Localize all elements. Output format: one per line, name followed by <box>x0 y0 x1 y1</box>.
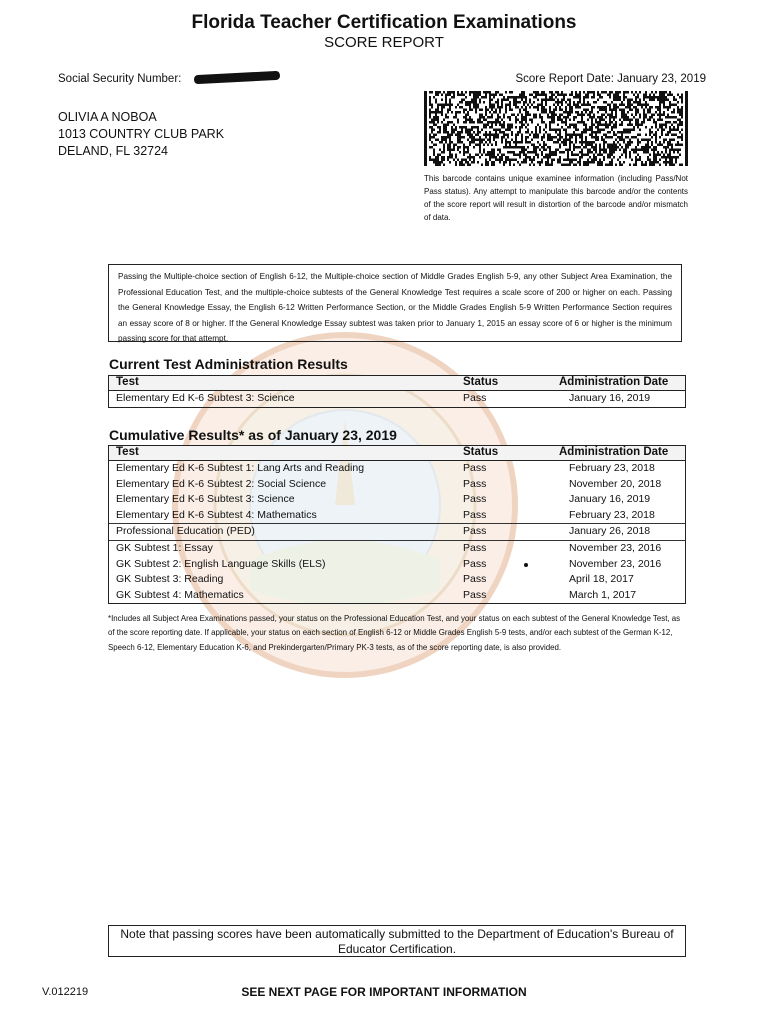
report-title: Florida Teacher Certification Examinations <box>191 12 577 33</box>
report-subtitle: SCORE REPORT <box>324 34 444 51</box>
address-city: DELAND, FL 32724 <box>58 144 169 158</box>
table-row <box>109 477 685 493</box>
row-date: January 16, 2019 <box>569 493 651 506</box>
passing-score-policy: Passing the Multiple-choice section of English 6-12, the Multiple-choice section of Middle Grades English 5-9, any other Subject Area Examination, the Professional Education Test, and the multiple-choice subtests of the General Knowledge Test requires a scale score of 200 or higher on each. Passing the General Knowledge Essay, the English 6-12 Written Performance Section, or the Middle Grades English 5-9 Written Performance Section requires an essay score of 8 or higher. If the General Knowledge Essay subtest was taken prior to January 1, 2015 an essay score of 6 or higher is the minimum passing score for that attempt. <box>108 264 682 342</box>
row-test: GK Subtest 2: English Language Skills (ELS) <box>116 557 326 570</box>
row-date: March 1, 2017 <box>569 588 637 601</box>
header-status: Status <box>463 376 499 388</box>
bullet-dot <box>524 563 528 567</box>
ssn-label: Social Security Number: <box>58 73 182 85</box>
row-status: Pass <box>463 493 487 506</box>
row-status: Pass <box>463 557 487 570</box>
barcode-notice: This barcode contains unique examinee information (including Pass/Not Pass status). Any attempt to manipulate this barcode and/or the contents of the score report will result in distortion of the barcode and/or mismatch of data. <box>424 174 688 222</box>
header-status: Status <box>463 446 499 458</box>
submission-note: Note that passing scores have been automatically submitted to the Department of Education's Bureau of Educator Certification. <box>108 925 686 957</box>
ssn-redaction-mark <box>194 71 280 84</box>
current-results-title: Current Test Administration Results <box>109 356 348 372</box>
cumulative-results-title: Cumulative Results* as of January 23, 2019 <box>109 427 397 443</box>
cumulative-footnote: *Includes all Subject Area Examinations passed, your status on the Professional Education Test, and your status on each subtest of the General Knowledge Test, as of the score reporting date. If applicable, your status on each section of English 6-12 or Middle Grades English 5-9 tests, and/or each subtest of the German K-12, Speech 6-12, Elementary Education K-6, and Prekindergarten/Primary PK-3 tests, as of the score reporting date, is also provided. <box>108 614 681 652</box>
header-date: Administration Date <box>559 376 669 388</box>
row-status: Pass <box>463 508 487 521</box>
row-test: GK Subtest 3: Reading <box>116 573 224 586</box>
row-test: Professional Education (PED) <box>116 525 255 538</box>
see-next-page-notice: SEE NEXT PAGE FOR IMPORTANT INFORMATION <box>241 985 527 999</box>
table-header <box>109 376 685 391</box>
table-row <box>109 461 685 477</box>
table-row <box>109 572 685 588</box>
row-status: Pass <box>463 462 487 474</box>
row-test: Elementary Ed K-6 Subtest 3: Science <box>116 493 295 506</box>
table-row <box>109 492 685 508</box>
address-street: 1013 COUNTRY CLUB PARK <box>58 127 225 141</box>
row-status: Pass <box>463 392 487 404</box>
table-header <box>109 446 685 461</box>
examinee-name: OLIVIA A NOBOA <box>58 110 157 124</box>
row-status: Pass <box>463 525 487 538</box>
row-date: January 16, 2019 <box>569 392 651 404</box>
row-status: Pass <box>463 477 487 490</box>
header-date: Administration Date <box>559 446 669 458</box>
row-test: Elementary Ed K-6 Subtest 2: Social Science <box>116 477 327 490</box>
header-test: Test <box>116 446 139 458</box>
row-date: February 23, 2018 <box>569 508 655 521</box>
table-row <box>109 524 685 541</box>
cumulative-results-table <box>108 445 686 604</box>
table-row <box>109 557 685 573</box>
barcode-image <box>424 91 688 166</box>
row-date: January 26, 2018 <box>569 525 651 538</box>
row-date: April 18, 2017 <box>569 573 634 586</box>
row-date: November 20, 2018 <box>569 477 662 490</box>
row-test: Elementary Ed K-6 Subtest 3: Science <box>116 392 295 404</box>
table-row <box>109 508 685 525</box>
current-results-table <box>108 375 686 408</box>
score-report-date: Score Report Date: January 23, 2019 <box>515 73 706 85</box>
row-test: GK Subtest 4: Mathematics <box>116 588 244 601</box>
row-date: November 23, 2016 <box>569 541 662 554</box>
row-status: Pass <box>463 588 487 601</box>
header-test: Test <box>116 376 139 388</box>
table-row <box>109 391 685 407</box>
version-code: V.012219 <box>42 986 89 998</box>
row-status: Pass <box>463 573 487 586</box>
table-row <box>109 588 685 604</box>
row-test: Elementary Ed K-6 Subtest 1: Lang Arts and Reading <box>116 462 365 474</box>
row-test: GK Subtest 1: Essay <box>116 541 213 554</box>
row-test: Elementary Ed K-6 Subtest 4: Mathematics <box>116 508 317 521</box>
row-date: November 23, 2016 <box>569 557 662 570</box>
row-status: Pass <box>463 541 487 554</box>
table-row <box>109 541 685 557</box>
row-date: February 23, 2018 <box>569 462 655 474</box>
